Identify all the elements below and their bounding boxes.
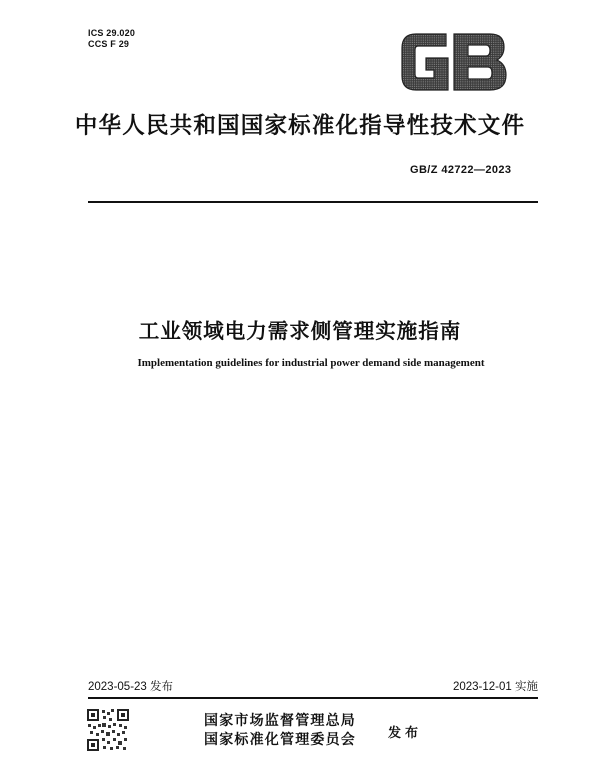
standard-number: GB/Z 42722—2023: [410, 164, 512, 176]
issuing-authorities: [204, 712, 356, 750]
ics-code: ICS 29.020: [88, 28, 136, 38]
bottom-divider: [88, 697, 538, 699]
qr-code-icon: [86, 708, 130, 752]
top-divider: [88, 201, 538, 203]
issue-label: 发布: [388, 726, 423, 741]
classification-codes: [88, 28, 135, 50]
implementation-date: 2023-12-01 实施: [452, 681, 538, 693]
ccs-code: CCS F 29: [88, 39, 130, 49]
document-type-heading: 中华人民共和国国家标准化指导性技术文件: [74, 113, 526, 139]
issuer-samr: 国家市场监督管理总局: [204, 713, 356, 729]
title-english: Implementation guidelines for industrial power demand side management: [137, 357, 485, 369]
issuer-sac: 国家标准化管理委员会: [204, 732, 356, 748]
gb-logo: [398, 28, 510, 96]
title-chinese: 工业领域电力需求侧管理实施指南: [138, 319, 462, 343]
publication-date: 2023-05-23 发布: [88, 681, 174, 693]
